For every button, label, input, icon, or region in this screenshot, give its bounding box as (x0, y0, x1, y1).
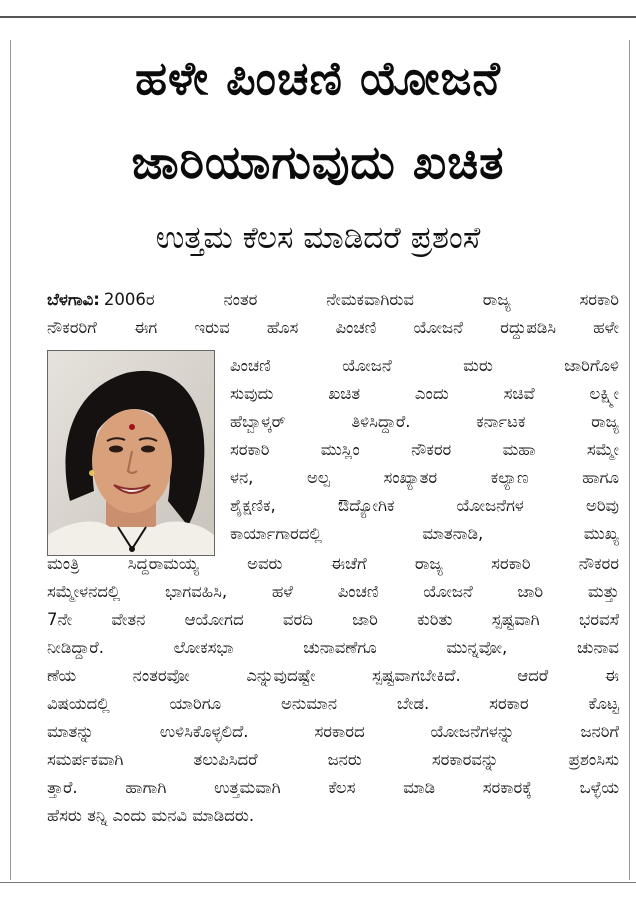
article-line-5: ಹೆಬ್ಬಾಳ್ಕರ್ ತಿಳಿಸಿದ್ದಾರೆ. ಕರ್ನಾಟಕ ರಾಜ್ಯ (230, 412, 619, 431)
dateline: ಬೆಳಗಾವಿ: (47, 290, 100, 309)
article-line-15: ವಿಷಯದಲ್ಲಿ ಯಾರಿಗೂ ಅನುಮಾನ ಬೇಡ. ಸರಕಾರ ಕೊಟ್ಟ (47, 694, 619, 713)
article-line-18: ತ್ತಾರೆ. ಹಾಗಾಗಿ ಉತ್ತಮವಾಗಿ ಕೆಲಸ ಮಾಡಿ ಸರಕಾರಕ್ಕೆ ಒಳ್ಳೆಯ (47, 778, 619, 797)
portrait-illustration (48, 351, 214, 555)
article-line-2: ನೌಕರರಿಗೆ ಈಗ ಇರುವ ಹೊಸ ಪಿಂಚಣಿ ಯೋಜನೆ ರದ್ದುಪಡಿಸಿ ಹಳೇ (47, 318, 619, 337)
article-line-4: ಸುವುದು ಖಚಿತ ಎಂದು ಸಚಿವೆ ಲಕ್ಷ್ಮೀ (230, 384, 619, 403)
article-line-7: ಳನ, ಅಲ್ಪ ಸಂಖ್ಯಾತರ ಕಲ್ಯಾಣ ಹಾಗೂ (230, 468, 619, 487)
left-column-rule (10, 40, 11, 880)
minister-photo (47, 350, 215, 556)
headline-line-1: ಹಳೇ ಪಿಂಚಣಿ ಯೋಜನೆ (135, 51, 501, 105)
article-line-17: ಸಮರ್ಪಕವಾಗಿ ತಲುಪಿಸಿದರೆ ಜನರು ಸರಕಾರವನ್ನು ಪ್ರಶಂಸಿಸು (47, 750, 619, 769)
article-line-13: ನೀಡಿದ್ದಾರೆ. ಲೋಕಸಭಾ ಚುನಾವಣೆಗೂ ಮುನ್ನವೋ, ಚುನಾವ (47, 638, 619, 657)
article-line-8: ಶೈಕ್ಷಣಿಕ, ಔದ್ಯೋಗಿಕ ಯೋಜನೆಗಳ ಅರಿವು (230, 496, 619, 515)
bottom-rule (0, 882, 636, 883)
article-line-1-text: 2006ರ ನಂತರ ನೇಮಕವಾಗಿರುವ ರಾಜ್ಯ ಸರಕಾರಿ (103, 290, 619, 309)
article-line-14: ಣೆಯ ನಂತರವೋ ಎನ್ನುವುದಷ್ಟೇ ಸ್ಪಷ್ಟವಾಗಬೇಕಿದೆ. ಆದರೆ ಈ (47, 666, 619, 685)
top-rule (0, 16, 636, 18)
article-line-6: ಸರಕಾರಿ ಮುಸ್ಲಿಂ ನೌಕರರ ಮಹಾ ಸಮ್ಮೇ (230, 440, 619, 459)
article-line-9: ಕಾರ್ಯಾಗಾರದಲ್ಲಿ ಮಾತನಾಡಿ, ಮುಖ್ಯ (230, 524, 619, 543)
headline-line-2: ಜಾರಿಯಾಗುವುದು ಖಚಿತ (131, 135, 505, 189)
subheadline: ಉತ್ತಮ ಕೆಲಸ ಮಾಡಿದರೆ ಪ್ರಶಂಸೆ (155, 220, 481, 256)
article-line-3: ಪಿಂಚಣಿ ಯೋಜನೆ ಮರು ಜಾರಿಗೊಳಿ (230, 356, 619, 375)
article-line-10: ಮಂತ್ರಿ ಸಿದ್ದರಾಮಯ್ಯ ಅವರು ಈಚೆಗೆ ರಾಜ್ಯ ಸರಕಾರಿ ನೌಕರರ (47, 554, 619, 573)
right-column-rule (629, 40, 630, 880)
article-line-16: ಮಾತನ್ನು ಉಳಿಸಿಕೊಳ್ಳಲಿದೆ. ಸರಕಾರದ ಯೋಜನೆಗಳನ್ನು ಜನರಿಗೆ (47, 722, 619, 741)
article-line-1 (47, 286, 619, 314)
article-line-11: ಸಮ್ಮೇಳನದಲ್ಲಿ ಭಾಗವಹಿಸಿ, ಹಳೆ ಪಿಂಚಣಿ ಯೋಜನೆ ಜಾರಿ ಮತ್ತು (47, 582, 619, 601)
article-line-19: ಹೆಸರು ತನ್ನಿ ಎಂದು ಮನವಿ ಮಾಡಿದರು. (47, 806, 255, 825)
article-line-12: 7ನೇ ವೇತನ ಆಯೋಗದ ವರದಿ ಜಾರಿ ಕುರಿತು ಸ್ಪಷ್ಟವಾಗಿ ಭರವಸೆ (47, 610, 619, 629)
